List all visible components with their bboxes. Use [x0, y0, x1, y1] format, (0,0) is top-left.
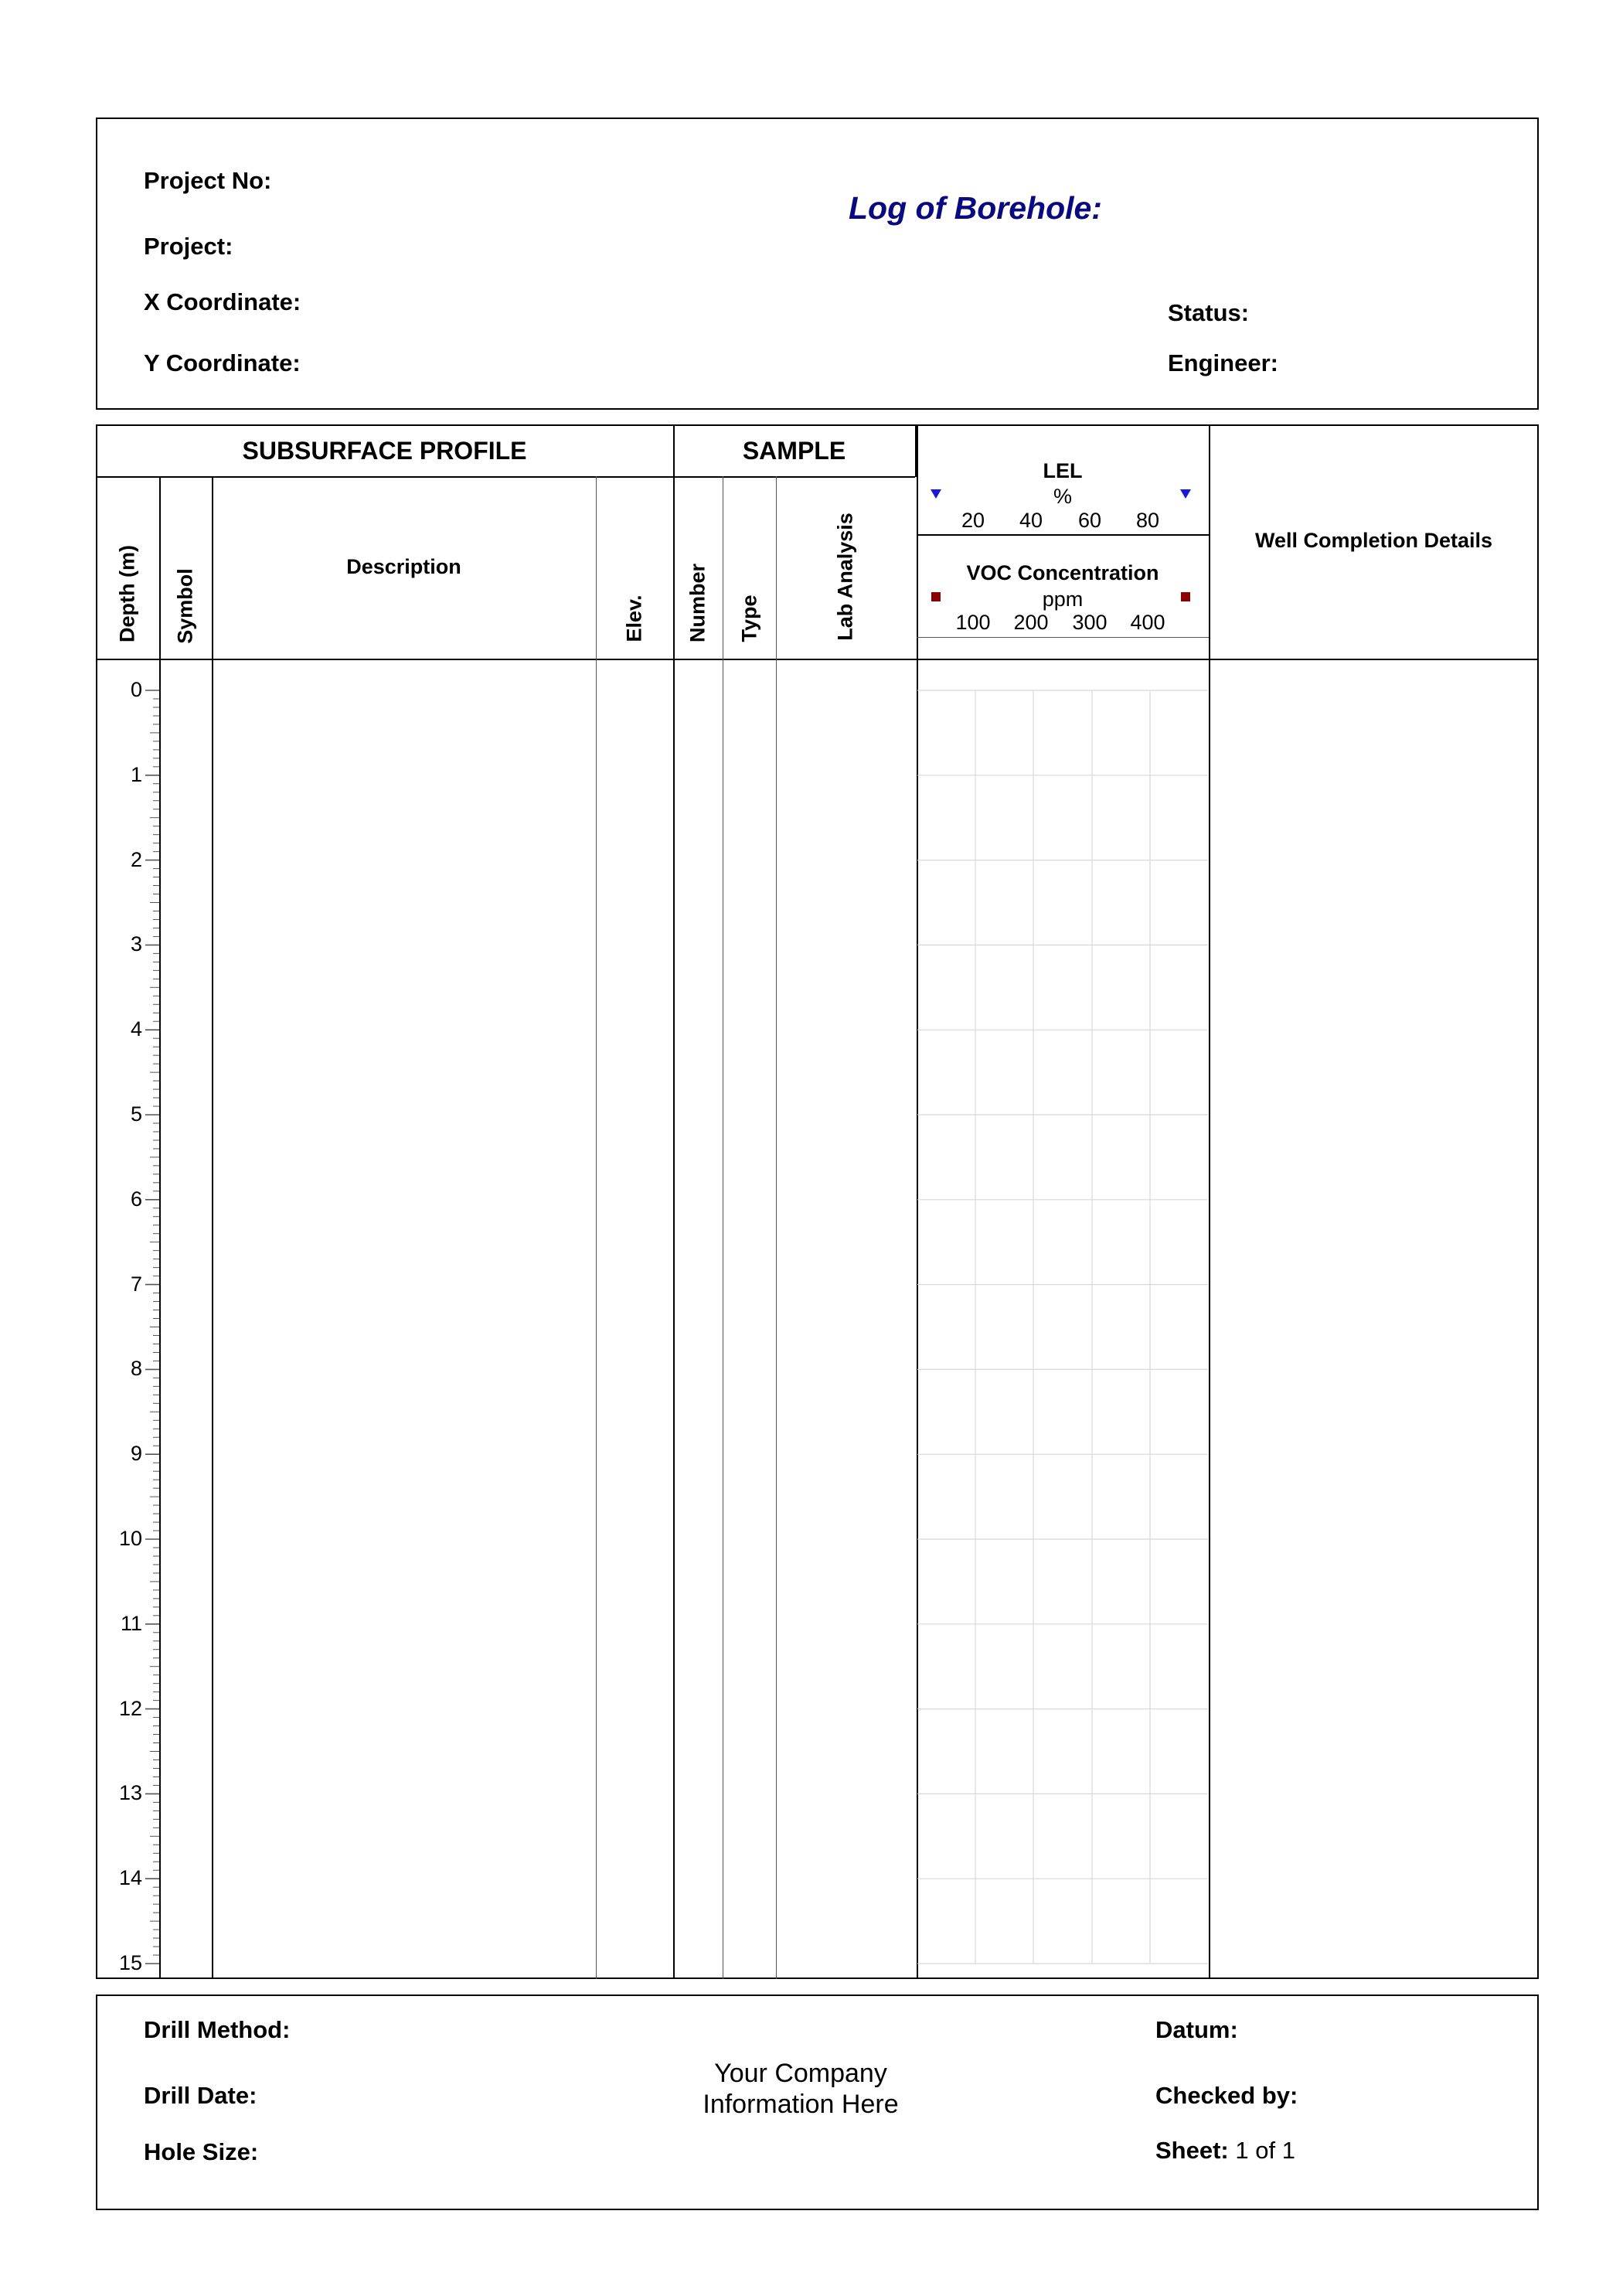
project-label: Project: [144, 233, 233, 260]
well-completion-header: Well Completion Details [1254, 529, 1493, 552]
subsurface-profile-header: SUBSURFACE PROFILE [242, 437, 527, 465]
hole-size-label: Hole Size: [144, 2138, 259, 2165]
voc-title: VOC Concentration [966, 561, 1159, 584]
depth-label: 2 [130, 847, 142, 871]
lel-unit: % [1053, 485, 1072, 508]
company-info-line-2: Information Here [703, 2090, 899, 2119]
x-coordinate-label: X Coordinate: [144, 288, 301, 315]
elev-column-header: Elev. [622, 594, 646, 642]
depth-label: 9 [130, 1442, 142, 1466]
datum-label: Datum: [1155, 2016, 1238, 2043]
lel-title: LEL [1043, 459, 1083, 482]
depth-label: 3 [130, 932, 142, 956]
sheet-field [1155, 2137, 1295, 2165]
number-column-header: Number [686, 563, 709, 643]
lab-analysis-column-header: Lab Analysis [833, 513, 857, 641]
depth-label: 15 [118, 1951, 142, 1974]
voc-tick-label: 400 [1130, 611, 1165, 634]
depth-label: 1 [130, 762, 142, 786]
type-column-header: Type [737, 594, 761, 642]
depth-label: 0 [130, 678, 142, 701]
y-coordinate-label: Y Coordinate: [144, 349, 301, 376]
depth-label: 11 [120, 1611, 142, 1635]
sheet-label: Sheet: [1155, 2137, 1229, 2164]
lel-tick-label: 20 [961, 509, 985, 532]
depth-label: 8 [130, 1357, 142, 1381]
engineer-label: Engineer: [1168, 349, 1278, 376]
sheet-value: 1 of 1 [1235, 2137, 1295, 2164]
depth-label: 13 [118, 1781, 142, 1805]
voc-tick-label: 300 [1072, 611, 1108, 634]
depth-label: 4 [130, 1017, 142, 1041]
depth-label: 10 [118, 1527, 142, 1550]
drill-date-label: Drill Date: [144, 2082, 257, 2109]
lel-tick-label: 80 [1135, 509, 1160, 532]
project-no-label: Project No: [144, 167, 272, 194]
voc-unit: ppm [1042, 588, 1084, 611]
description-column-header: Description [346, 555, 461, 578]
depth-label: 14 [118, 1866, 142, 1890]
depth-label: 6 [130, 1187, 142, 1211]
symbol-column-header: Symbol [173, 568, 197, 644]
sample-header: SAMPLE [742, 437, 846, 465]
voc-tick-label: 100 [955, 611, 991, 634]
lel-tick-label: 60 [1077, 509, 1102, 532]
depth-column-header: Depth (m) [115, 545, 139, 642]
voc-tick-label: 200 [1013, 611, 1049, 634]
depth-label: 12 [118, 1696, 142, 1720]
drill-method-label: Drill Method: [144, 2016, 291, 2043]
lel-tick-label: 40 [1019, 509, 1043, 532]
status-label: Status: [1168, 299, 1250, 326]
checked-by-label: Checked by: [1155, 2082, 1298, 2109]
depth-label: 7 [130, 1272, 142, 1296]
depth-label: 5 [130, 1102, 142, 1126]
company-info-line-1: Your Company [714, 2059, 887, 2088]
page-title: Log of Borehole: [849, 190, 1102, 226]
